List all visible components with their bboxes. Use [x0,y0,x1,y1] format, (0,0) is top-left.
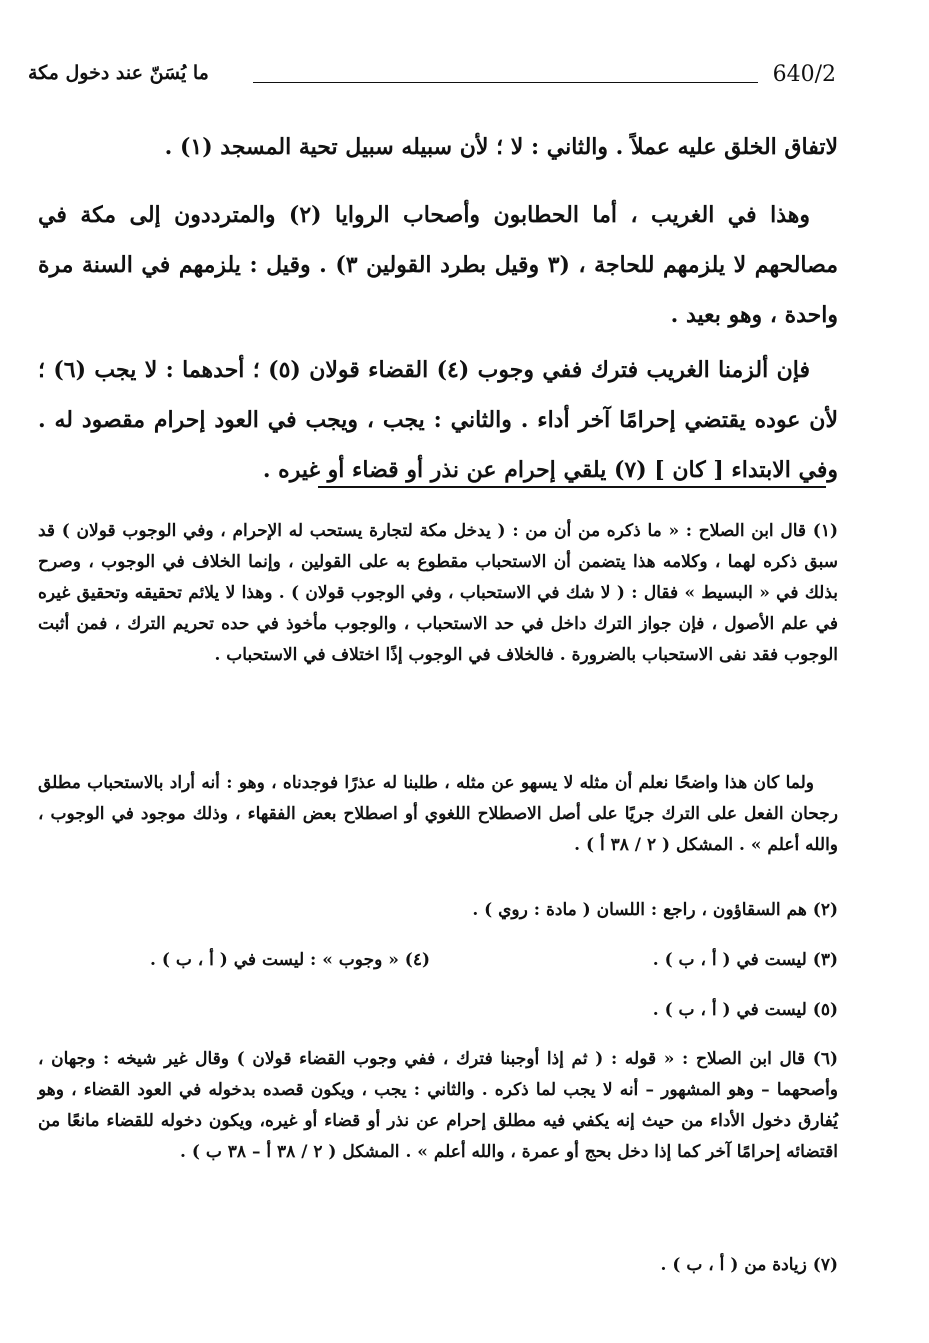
running-title: ما يُسَنّ عند دخول مكة [28,62,209,84]
footnote-4: (٤) « وجوب » : ليست في ( أ ، ب ) . [150,950,430,970]
body-paragraph-3: فإن ألزمنا الغريب فترك ففي وجوب (٤) القضاء قولان (٥) ؛ أحدهما : لا يجب (٦) ؛ لأن عوده يقتضي إحرامًا آخر أداء . والثاني : يجب ، ويجب في العود إحرام مقصود له . وفي الابتداء [ كان ] (٧) يلقي إحرام عن نذر أو قضاء أو غيره . [38,357,838,483]
header-rule [253,82,758,83]
footnote-7: (٧) زيادة من ( أ ، ب ) . [660,1255,838,1275]
footnote-5: (٥) ليست في ( أ ، ب ) . [652,1000,838,1020]
body-paragraph-1: لاتفاق الخلق عليه عملاً . والثاني : لا ؛ لأن سبيله سبيل تحية المسجد (١) . [164,134,838,160]
footnote-6: (٦) قال ابن الصلاح : « قوله : ( ثم إذا أوجبنا فترك ، ففي وجوب القضاء قولان ) وقال غير شيخه : وجهان ، وأصحهما – وهو المشهور – أنه لا يجب لما ذكره . والثاني : يجب ، ويكون قصده بدخوله في العود القضاء ، وهو يُفارق دخول الأداء من حيث إنه يكفي فيه مطلق إحرام عن نذر أو قضاء أو غيره، ويكون دخوله للقضاء مانعًا من اقتضائه إحرامًا آخر كما إذا دخل بحج أو عمرة ، والله أعلم » . المشكل ( ٢ / ٣٨ أ – ٣٨ ب ) . [38,1049,838,1162]
page-header [28,62,836,96]
page-number: 640/2 [772,62,836,87]
footnote-1-continued: ولما كان هذا واضحًا نعلم أن مثله لا يسهو عن مثله ، طلبنا له عذرًا فوجدناه ، وهو : أنه أراد بالاستحباب مطلق رجحان الفعل على الترك جريًا على أصل الاصطلاح اللغوي أو اصطلاح بعض الفقهاء ، وذلك موجود في الوجوب ، والله أعلم » . المشكل ( ٢ / ٣٨ أ ) . [38,773,838,855]
footnote-2: (٢) هم السقاؤون ، راجع : اللسان ( مادة : روي ) . [472,900,838,920]
body-paragraph-2: وهذا في الغريب ، أما الحطابون وأصحاب الروايا (٢) والمترددون إلى مكة في مصالحهم لا يلزمهم للحاجة ، (٣ وقيل بطرد القولين ٣) . وقيل : يلزمهم في السنة مرة واحدة ، وهو بعيد . [38,202,838,328]
footnote-separator [318,486,826,488]
footnote-1: (١) قال ابن الصلاح : « ما ذكره من أن من : ( يدخل مكة لتجارة يستحب له الإحرام ، وفي الوجوب قولان ) قد سبق ذكره لهما ، وكلامه هذا يتضمن أن الاستحباب مقطوع به على القولين ، وإنما الخلاف في الوجوب ، وصرح بذلك في « البسيط » فقال : ( لا شك في الاستحباب ، وفي الوجوب قولان ) . وهذا لا يلائم تحقيقه وتحقيق غيره في علم الأصول ، فإن جواز الترك داخل في حد الاستحباب ، والوجوب مأخوذ في حده تحريم الترك ، فمن أثبت الوجوب فقد نفى الاستحباب بالضرورة . فالخلاف في الوجوب إذًا اختلاف في الاستحباب . [38,521,838,665]
footnote-3: (٣) ليست في ( أ ، ب ) . [652,950,838,970]
